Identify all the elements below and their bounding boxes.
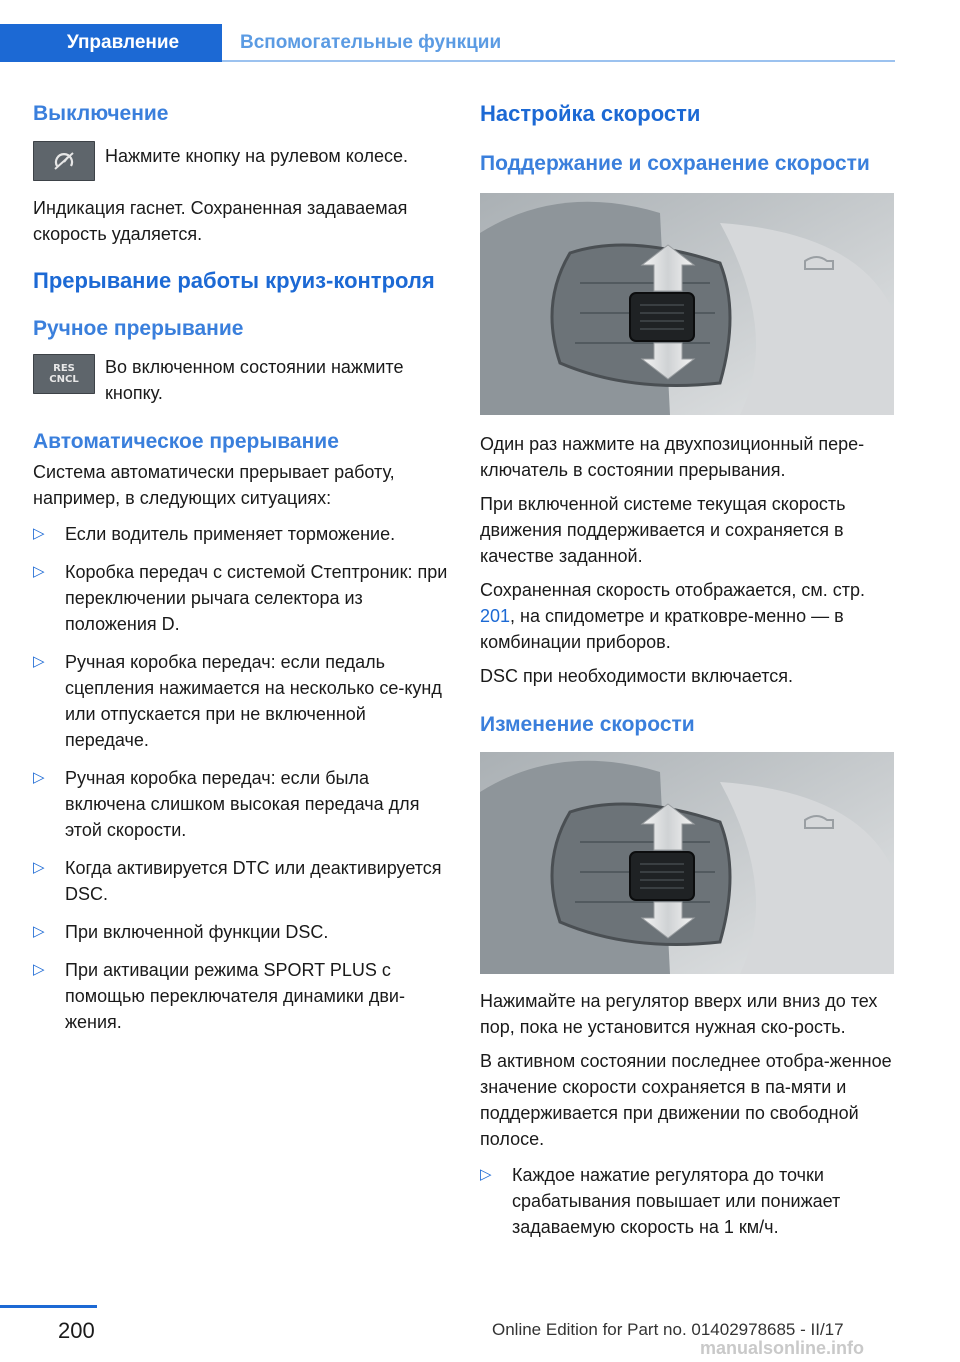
- manual-row: [33, 354, 453, 406]
- watermark: manualsonline.info: [700, 1338, 865, 1358]
- off-heading: Выключение: [33, 102, 169, 125]
- manual-heading: Ручное прерывание: [33, 317, 244, 340]
- auto-interrupt-list: [33, 521, 453, 1035]
- res-cncl-button-icon: [33, 354, 95, 394]
- page-number: 200: [58, 1318, 95, 1343]
- keep-p4: DSC при необходимости включается.: [480, 666, 793, 686]
- list-item: ▷ Ручная коробка передач: если была включена слишком высокая передача для этой скорости.: [33, 765, 453, 843]
- steering-wheel-photo-2: [480, 752, 894, 974]
- res-cncl-label: RES CNCL: [49, 363, 79, 385]
- speed-heading: Настройка скорости: [480, 101, 701, 126]
- list-item: ▷ При включенной функции DSC.: [33, 919, 453, 945]
- off-paragraph: Индикация гаснет. Сохраненная задаваемая скорость удаляется.: [33, 198, 408, 244]
- bullet-triangle-icon: ▷: [33, 563, 45, 580]
- chapter-tab[interactable]: Управление: [0, 24, 222, 62]
- list-item: ▷ Коробка передач с системой Стептроник: при переключении рычага селектора из положения D.: [33, 559, 453, 637]
- list-item: ▷ Каждое нажатие регулятора до точки срабатывания повышает или понижает задаваемую скорость на 1 км/ч.: [480, 1162, 898, 1240]
- auto-paragraph: Система автоматически прерывает работу, например, в следующих ситуациях:: [33, 462, 395, 508]
- auto-heading: Автоматическое прерывание: [33, 430, 339, 453]
- cruise-off-button-icon: [33, 141, 95, 181]
- footer-rule: [0, 1305, 97, 1308]
- section-tab[interactable]: Вспомогательные функции: [240, 32, 502, 53]
- off-text: Нажмите кнопку на рулевом колесе.: [105, 146, 409, 166]
- bullet-triangle-icon: ▷: [33, 525, 45, 542]
- keep-p3: Сохраненная скорость отображается, см. стр. 201, на спидометре и кратковре‐менно — в комбинации приборов.: [480, 580, 866, 652]
- keep-heading: Поддержание и сохранение скорости: [480, 152, 870, 175]
- change-heading: Изменение скорости: [480, 713, 695, 736]
- header-rule: [222, 60, 895, 62]
- bullet-triangle-icon: ▷: [33, 653, 45, 670]
- page-header: [0, 24, 895, 62]
- bullet-triangle-icon: ▷: [33, 961, 45, 978]
- list-item: ▷ Когда активируется DTC или деактивируется DSC.: [33, 855, 453, 907]
- bullet-triangle-icon: ▷: [33, 859, 45, 876]
- bullet-triangle-icon: ▷: [480, 1166, 492, 1183]
- page-link[interactable]: 201: [480, 606, 511, 626]
- steering-wheel-photo-1: [480, 193, 894, 415]
- change-p1: Нажимайте на регулятор вверх или вниз до тех пор, пока не установится нужная ско‐рость.: [480, 991, 878, 1037]
- right-column: [480, 100, 898, 1252]
- edition-note: Online Edition for Part no. 01402978685 - II/17: [492, 1320, 844, 1339]
- bullet-triangle-icon: ▷: [33, 769, 45, 786]
- bullet-triangle-icon: ▷: [33, 923, 45, 940]
- list-item: ▷ Если водитель применяет торможение.: [33, 521, 453, 547]
- left-column: [33, 100, 453, 1047]
- change-p2: В активном состоянии последнее отобра‐женное значение скорости сохраняется в па‐мяти и поддерживается при движении по свободной полосе.: [480, 1051, 892, 1149]
- change-list: [480, 1162, 898, 1240]
- manual-text: Во включенном состоянии нажмите кнопку.: [105, 357, 404, 403]
- keep-p2: При включенной системе текущая скорость движения поддерживается и сохраняется в качестве заданной.: [480, 494, 846, 566]
- list-item: ▷ При активации режима SPORT PLUS с помощью переключателя динамики дви‐жения.: [33, 957, 453, 1035]
- list-item: ▷ Ручная коробка передач: если педаль сцепления нажимается на несколько се‐кунд или отпускается при не включенной передаче.: [33, 649, 453, 753]
- interrupt-heading: Прерывание работы круиз-контроля: [33, 268, 435, 293]
- off-row: [33, 141, 453, 181]
- keep-p1: Один раз нажмите на двухпозиционный пере‐ключатель в состоянии прерывания.: [480, 434, 865, 480]
